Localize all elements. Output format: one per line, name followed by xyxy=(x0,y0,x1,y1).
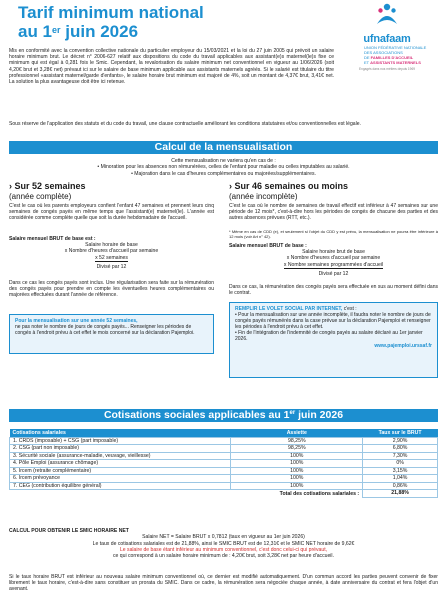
table-total-row: Total des cotisations salariales : 21,88% xyxy=(10,490,438,498)
logo-name: ufnafaam xyxy=(363,33,411,45)
smic-calculation: CALCUL POUR OBTENIR LE SMIC HORAIRE NET Salaire NET = Salaire BRUT x 0,7812 (taux en vigueur au 1er juin 2026) Le taux de cotisations salariales est de 21,88%, ainsi le SMIC BRUT est de 12,31€ et le SMIC NET horaire de 9,62€ Le salaire de base étant inférieur au minimum conventionnel, c'est donc celui-ci qui prévaut, ce qui correspond à un salaire horaire minimum de : 4,20€ brut, soit 3,28€ net par heure d'accueil. xyxy=(9,528,355,560)
table-row: 5. Ircem (retraite complémentaire) 100% 3,15% xyxy=(10,467,438,475)
table-header: Cotisations salariales Assiette Taux sur le BRUT xyxy=(10,429,438,437)
section-title-cotisations: Cotisations sociales applicables au 1er juin 2026 xyxy=(9,409,438,422)
table-row: 2. CSG (part non imposable) 98,25% 6,80% xyxy=(10,445,438,453)
page-title: Tarif minimum national au 1er juin 2026 xyxy=(18,3,204,41)
left-formula: Salaire mensuel BRUT de base est : Salaire horaire de base x Nombre d'heures d'accueil par semaine x 52 semaines Divisé par 12 xyxy=(9,236,159,270)
right-info-box: REMPLIR LE VOLET SOCIAL PAR INTERNET, c'est : • Pour la mensualisation sur une année incomplète, il faudra noter le nombre de jours de congés payés rémunérés dans la case prévue sur la déclaration Pajemploi et renseigner les périodes à l'endroit prévu à cet effet. • Fin de l'intégration de l'indemnité de congés payés au salaire déclaré au 1er janvier 2026. www.pajemploi.urssaf.fr xyxy=(229,302,438,378)
table-row: 1. CRDS (imposable) + CSG (part imposable) 98,25% 2,90% xyxy=(10,437,438,445)
logo-subtitle: UNION FÉDÉRATIVE NATIONALE DES ASSOCIATIONS DE FAMILLES D'ACCUEIL ET ASSISTANTS MATERNELS xyxy=(364,45,427,65)
left-column-text-2: Dans ce cas les congés payés sont inclus. Une régularisation sera faite sur la rémunération des congés payés pour prendre en compte les éventuelles heures complémentaires ou majorées effectuées durant l'année de référence. xyxy=(9,280,214,299)
right-column-title: › Sur 46 semaines ou moins (année incomplète) xyxy=(229,181,349,201)
intro-paragraph: Mis en conformité avec la convention collective nationale du particulier employeur du 15/03/2021 et la loi du 27 juin 2005 qui prévoit un salaire horaire minimum brut. Le décret n° 2006-627 relatif aux dispositions du code du travail applicables aux assistant(e)s maternel(le)s fixe ce minimum qui est égal à 0,281 fois le Smic. Cependant, la revalorisation du salaire minimum net conventionnel en vigueur au 1/06/2026 (soit 4,20€ brut et 3,28€ net) prévaut ici sur le salaire de base minimum applicable aux assistants maternels agréés. Si le salarié est titulaire du titre professionnel «assistant maternel/garde d'enfants», le salaire horaire brut minimum est majoré de 4%, soit un montant de 4,37€ brut, 3,41€ net. La solution la plus avantageuse doit être ici retenue. xyxy=(9,48,334,86)
right-formula: Salaire mensuel BRUT de base : Salaire horaire brut de base x Nombre d'heures d'accueil par semaine x Nombre semaines programmées d'accueil Divisé par 12 xyxy=(229,243,384,277)
table-row: 3. Sécurité sociale (assurance-maladie, veuvage, vieillesse) 100% 7,30% xyxy=(10,452,438,460)
logo-tagline: Engagés dans nos métiers depuis 1969 xyxy=(359,67,415,71)
ufnafaam-logo xyxy=(342,2,432,74)
cotisations-table xyxy=(9,429,438,498)
table-row: 4. Pôle Emploi (assurance chômage) 100% 0% xyxy=(10,460,438,468)
logo-icon xyxy=(374,2,400,28)
left-column-text: C'est le cas où les parents employeurs confient l'enfant 47 semaines et prennent leurs cinq semaines de congés payés en même temps que l'assistant(e) maternel(le). L'année est considérée comme complète quelle que soit la durée hebdomadaire de l'accueil. xyxy=(9,203,214,222)
right-column-note: * Même en cas de CDD (e), et seulement si l'objet du CDD y est prévu, la mensualisation ne pourra être inférieure à 12 mois (voir Art n° 42). xyxy=(229,229,438,239)
pajemploi-link[interactable]: www.pajemploi.urssaf.fr xyxy=(374,342,432,349)
intro-paragraph-2: Sous réserve de l'application des statuts et du code du travail, une clause contractuelle améliorant les conditions statutaires et/ou conventionnelles est légale. xyxy=(9,121,361,127)
left-column-title: › Sur 52 semaines (année complète) xyxy=(9,181,86,201)
section-title-mensualisation: Calcul de la mensualisation xyxy=(9,141,438,154)
right-column-text-2: Dans ce cas, la rémunération des congés payés sera effectuée en sus au moment défini dans le contrat. xyxy=(229,284,438,297)
bottom-paragraph: Si le taux horaire BRUT est inférieur au nouveau salaire minimum conventionnel où, ce dernier est modifié automatiquement. D'un commun accord les parties peuvent convenir de fixer librement le taux horaire, c'est-à-dire sans constituer un prorata du SMIC. Dans ce cadre, la rémunération sera négociée chaque année, à date anniversaire du contrat et fera l'objet d'un avenant. xyxy=(9,574,438,593)
table-row: 7. CEG (contribution équilibre général) 100% 0,86% xyxy=(10,482,438,490)
table-row: 6. Ircem prévoyance 100% 1,04% xyxy=(10,475,438,483)
mensualisation-conditions: Cette mensualisation ne variera qu'en cas de : • Minoration pour les absences non rémunérées, celles de l'enfant pour maladie ou celles imputables au salarié. • Majoration dans le cas d'heures complémentaires ou majorées/supplémentaires. xyxy=(97,158,350,177)
right-column-text: C'est le cas où le nombre de semaines de travail effectif est inférieur à 47 semaines sur une période de 12 mois*, c'est-à-dire hors les périodes de congés de chacune des parties et des autres absences prévues (RTT, etc.). xyxy=(229,203,438,222)
left-info-box: Pour la mensualisation sur une année 52 semaines, ne pas noter le nombre de jours de congés payés... Renseigner les périodes de congés à l'endroit prévu à cet effet le mois concerné sur la déclaration Pajemploi. xyxy=(9,314,214,354)
